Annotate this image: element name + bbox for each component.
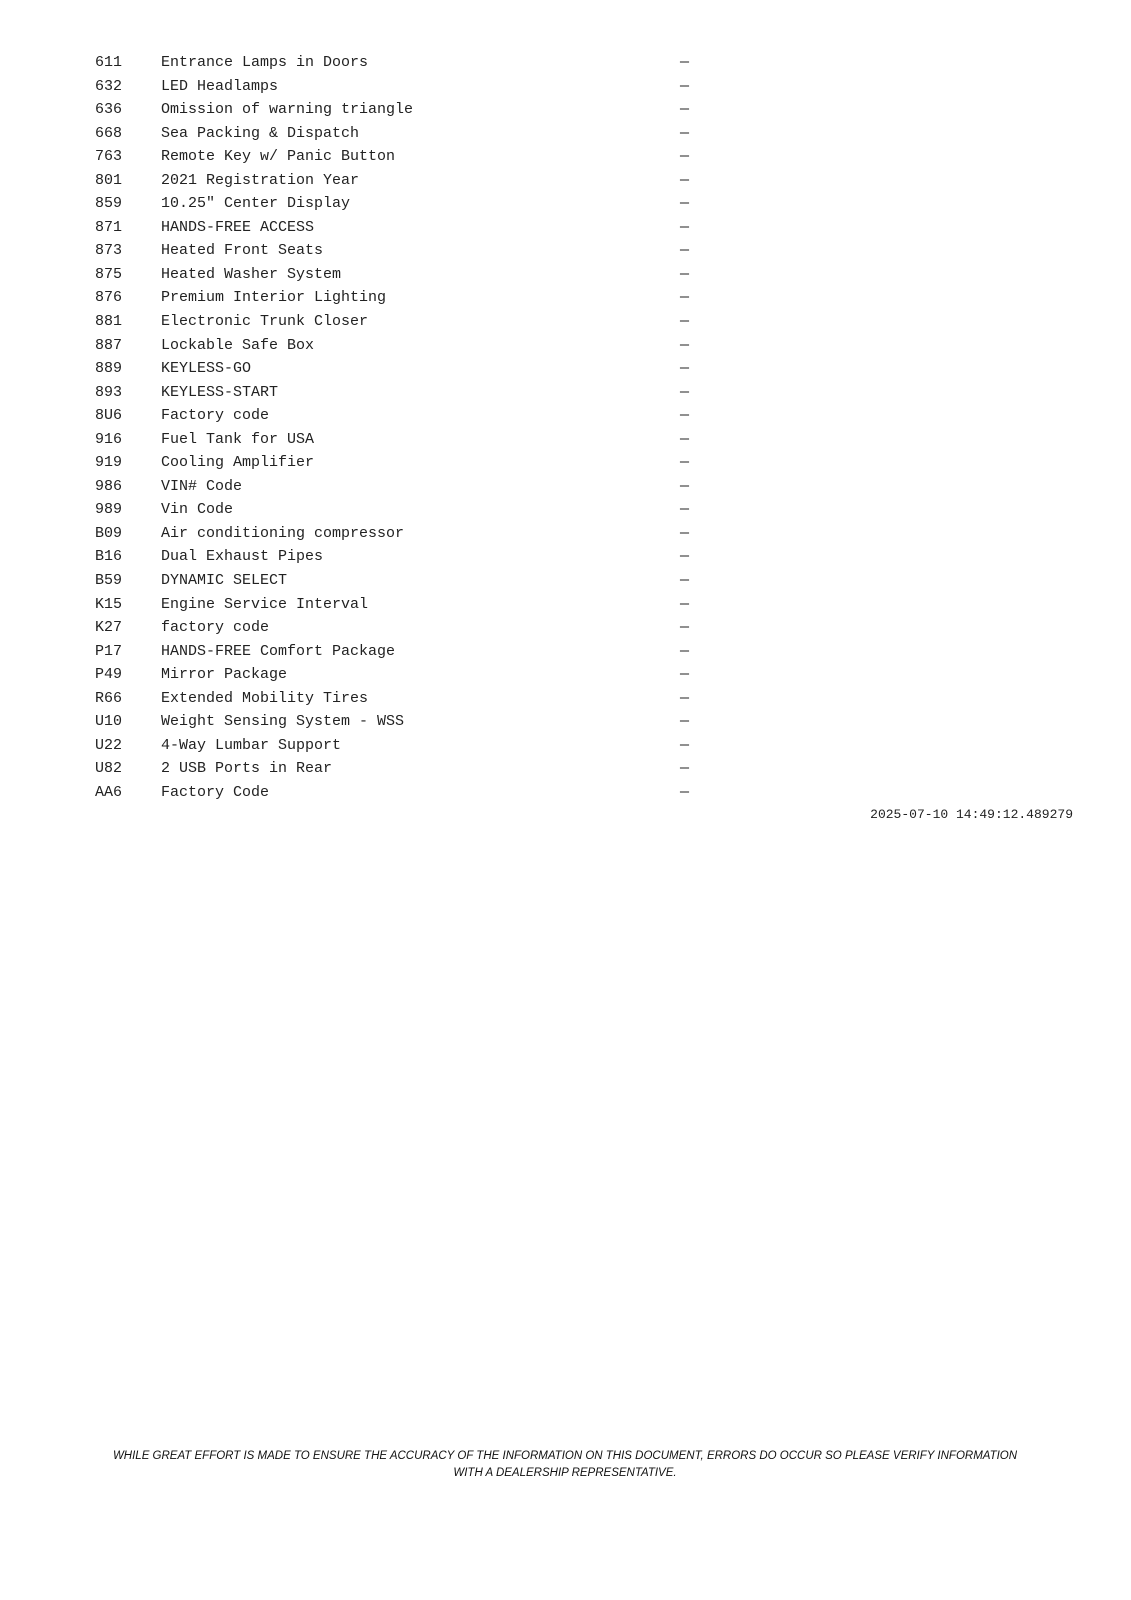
option-description: Entrance Lamps in Doors: [161, 54, 369, 71]
option-row: [95, 663, 735, 687]
option-price: —: [680, 760, 690, 778]
option-row: [95, 522, 735, 546]
option-row: [95, 640, 735, 664]
option-row: [95, 781, 735, 805]
option-description: 2021 Registration Year: [161, 171, 360, 189]
option-row: [95, 475, 735, 499]
option-price: —: [680, 430, 690, 448]
option-price: —: [680, 218, 690, 236]
option-code: 636: [95, 101, 123, 119]
option-price: —: [680, 360, 690, 378]
option-row: [95, 545, 735, 569]
option-code: 893: [95, 383, 123, 401]
option-code: 881: [95, 313, 123, 331]
disclaimer: WHILE GREAT EFFORT IS MADE TO ENSURE THE ACCURACY OF THE INFORMATION ON THIS DOCUMENT, ERRORS DO OCCUR SO PLEASE VERIFY INFORMATION WITH A DEALERSHIP REPRESENTATIVE.: [112, 1450, 1018, 1479]
option-code: 916: [95, 430, 123, 448]
option-row: [95, 593, 735, 617]
option-description: 2 USB Ports in Rear: [161, 760, 333, 778]
option-row: [95, 310, 735, 334]
option-description: LED Headlamps: [161, 77, 279, 95]
option-price: —: [680, 713, 690, 731]
option-code: 889: [95, 360, 123, 378]
option-row: [95, 192, 735, 216]
option-description: Air conditioning compressor: [161, 524, 405, 542]
option-row: [95, 381, 735, 405]
option-price: —: [680, 619, 690, 637]
option-description: KEYLESS-START: [161, 383, 279, 401]
option-description: HANDS-FREE Comfort Package: [161, 642, 396, 660]
option-price: —: [680, 171, 690, 189]
option-row: [95, 216, 735, 240]
option-description: Cooling Amplifier: [161, 454, 315, 472]
option-price: —: [680, 383, 690, 401]
option-row: [95, 734, 735, 758]
option-price: —: [680, 572, 690, 590]
option-code: B09: [95, 524, 123, 542]
option-description: Heated Front Seats: [161, 242, 324, 260]
option-description: HANDS-FREE ACCESS: [161, 218, 315, 236]
option-description: Omission of warning triangle: [161, 101, 414, 119]
option-code: 871: [95, 218, 123, 236]
option-code: U82: [95, 760, 123, 778]
option-row: [95, 263, 735, 287]
option-code: 875: [95, 265, 123, 283]
option-row: [95, 145, 735, 169]
option-price: —: [680, 77, 690, 95]
option-code: U22: [95, 736, 123, 754]
option-description: Electronic Trunk Closer: [161, 313, 369, 331]
option-price: —: [680, 407, 690, 425]
option-row: [95, 98, 735, 122]
option-code: 632: [95, 77, 123, 95]
option-code: 801: [95, 171, 123, 189]
options-list: [95, 51, 735, 805]
option-code: 887: [95, 336, 123, 354]
option-row: [95, 428, 735, 452]
option-code: AA6: [95, 783, 123, 801]
option-price: —: [680, 54, 690, 71]
option-description: 4-Way Lumbar Support: [161, 736, 342, 754]
option-row: [95, 569, 735, 593]
option-row: [95, 616, 735, 640]
option-code: B16: [95, 548, 123, 566]
option-code: 873: [95, 242, 123, 260]
option-code: P17: [95, 642, 123, 660]
option-price: —: [680, 313, 690, 331]
print-timestamp: 2025-07-10 14:49:12.489279: [870, 807, 1073, 822]
option-row: [95, 757, 735, 781]
option-price: —: [680, 595, 690, 613]
option-code: K27: [95, 619, 123, 637]
option-code: U10: [95, 713, 123, 731]
option-price: —: [680, 148, 690, 166]
option-description: factory code: [161, 619, 270, 637]
option-description: Sea Packing & Dispatch: [161, 124, 360, 142]
option-row: [95, 169, 735, 193]
option-price: —: [680, 783, 690, 801]
option-row: [95, 357, 735, 381]
option-description: Factory code: [161, 407, 270, 425]
option-code: K15: [95, 595, 123, 613]
option-code: 8U6: [95, 407, 123, 425]
option-code: 876: [95, 289, 123, 307]
option-description: Lockable Safe Box: [161, 336, 315, 354]
option-code: 919: [95, 454, 123, 472]
option-price: —: [680, 124, 690, 142]
option-code: 763: [95, 148, 123, 166]
option-price: —: [680, 689, 690, 707]
option-description: Vin Code: [161, 501, 234, 519]
option-price: —: [680, 265, 690, 283]
option-price: —: [680, 289, 690, 307]
option-row: [95, 239, 735, 263]
option-description: Factory Code: [161, 783, 270, 801]
option-price: —: [680, 101, 690, 119]
option-description: Fuel Tank for USA: [161, 430, 315, 448]
option-description: Mirror Package: [161, 666, 288, 684]
option-price: —: [680, 524, 690, 542]
option-description: KEYLESS-GO: [161, 360, 252, 378]
option-price: —: [680, 242, 690, 260]
option-description: Weight Sensing System - WSS: [161, 713, 405, 731]
option-price: —: [680, 736, 690, 754]
option-price: —: [680, 642, 690, 660]
option-row: [95, 51, 735, 75]
option-price: —: [680, 477, 690, 495]
option-description: 10.25" Center Display: [161, 195, 351, 213]
option-price: —: [680, 454, 690, 472]
option-code: 611: [95, 54, 123, 71]
option-price: —: [680, 195, 690, 213]
option-price: —: [680, 501, 690, 519]
option-price: —: [680, 548, 690, 566]
option-description: Remote Key w/ Panic Button: [161, 148, 396, 166]
option-description: Extended Mobility Tires: [161, 689, 369, 707]
option-code: 859: [95, 195, 123, 213]
option-description: Premium Interior Lighting: [161, 289, 387, 307]
option-row: [95, 710, 735, 734]
option-row: [95, 75, 735, 99]
option-row: [95, 122, 735, 146]
option-row: [95, 498, 735, 522]
option-row: [95, 451, 735, 475]
option-description: Heated Washer System: [161, 265, 342, 283]
option-code: 989: [95, 501, 123, 519]
option-row: [95, 286, 735, 310]
option-price: —: [680, 666, 690, 684]
option-row: [95, 404, 735, 428]
option-description: DYNAMIC SELECT: [161, 572, 288, 590]
option-row: [95, 334, 735, 358]
option-code: P49: [95, 666, 123, 684]
option-code: B59: [95, 572, 123, 590]
option-code: 986: [95, 477, 123, 495]
option-description: Dual Exhaust Pipes: [161, 548, 324, 566]
option-description: VIN# Code: [161, 477, 243, 495]
option-code: 668: [95, 124, 123, 142]
option-description: Engine Service Interval: [161, 595, 369, 613]
option-row: [95, 687, 735, 711]
option-price: —: [680, 336, 690, 354]
option-code: R66: [95, 689, 123, 707]
